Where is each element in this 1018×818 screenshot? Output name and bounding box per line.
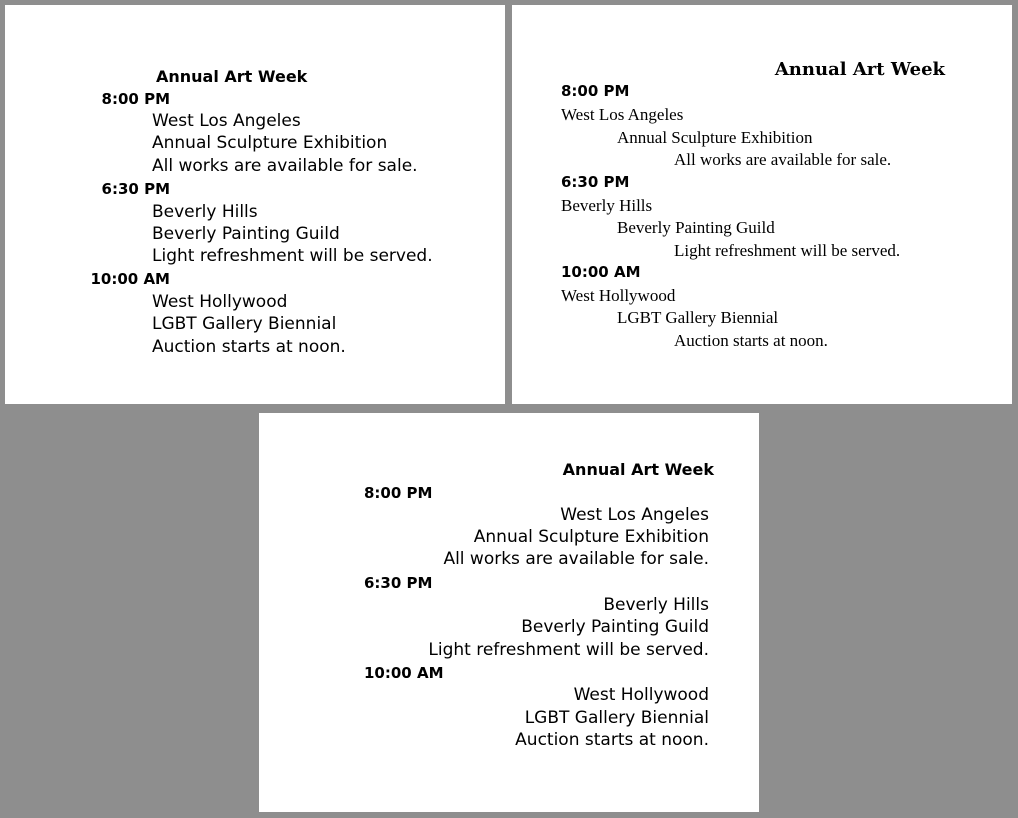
- event-name: Annual Sculpture Exhibition: [152, 133, 388, 153]
- event-time: 6:30 PM: [101, 180, 170, 198]
- document-title: Annual Art Week: [562, 460, 714, 479]
- event-location: West Los Angeles: [152, 111, 301, 131]
- event-note: All works are available for sale.: [674, 150, 892, 169]
- document-title: Annual Art Week: [774, 59, 945, 80]
- event-location: West Los Angeles: [561, 105, 684, 124]
- document-page-left-aligned: [5, 5, 505, 404]
- event-time: 8:00 PM: [561, 82, 630, 100]
- event-name: LGBT Gallery Biennial: [152, 314, 337, 334]
- event-time: 6:30 PM: [561, 173, 630, 191]
- event-location: Beverly Hills: [603, 595, 709, 615]
- event-time: 10:00 AM: [364, 664, 444, 682]
- event-note: All works are available for sale.: [443, 549, 709, 569]
- event-name: Beverly Painting Guild: [521, 617, 709, 637]
- event-name: LGBT Gallery Biennial: [524, 708, 709, 728]
- event-location: Beverly Hills: [152, 202, 258, 222]
- document-page-right-aligned: [259, 413, 759, 812]
- event-location: West Los Angeles: [560, 505, 709, 525]
- event-name: Beverly Painting Guild: [617, 218, 775, 237]
- event-note: Auction starts at noon.: [674, 331, 828, 350]
- event-name: Beverly Painting Guild: [152, 224, 340, 244]
- event-location: Beverly Hills: [561, 196, 653, 215]
- event-location: West Hollywood: [152, 292, 288, 312]
- event-time: 6:30 PM: [364, 574, 433, 592]
- event-note: Light refreshment will be served.: [152, 246, 433, 266]
- event-time: 8:00 PM: [364, 484, 433, 502]
- event-name: Annual Sculpture Exhibition: [617, 128, 813, 147]
- document-page-stepped-indent: [512, 5, 1012, 404]
- event-time: 10:00 AM: [561, 263, 641, 281]
- event-note: Auction starts at noon.: [152, 337, 346, 357]
- event-note: All works are available for sale.: [152, 156, 418, 176]
- event-location: West Hollywood: [561, 286, 676, 305]
- event-name: Annual Sculpture Exhibition: [473, 527, 709, 547]
- event-note: Light refreshment will be served.: [428, 640, 709, 660]
- event-time: 8:00 PM: [101, 90, 170, 108]
- event-time: 10:00 AM: [90, 270, 170, 288]
- event-location: West Hollywood: [573, 685, 709, 705]
- document-title: Annual Art Week: [156, 67, 308, 86]
- event-name: LGBT Gallery Biennial: [617, 308, 779, 327]
- event-note: Light refreshment will be served.: [674, 241, 901, 260]
- event-note: Auction starts at noon.: [515, 730, 709, 750]
